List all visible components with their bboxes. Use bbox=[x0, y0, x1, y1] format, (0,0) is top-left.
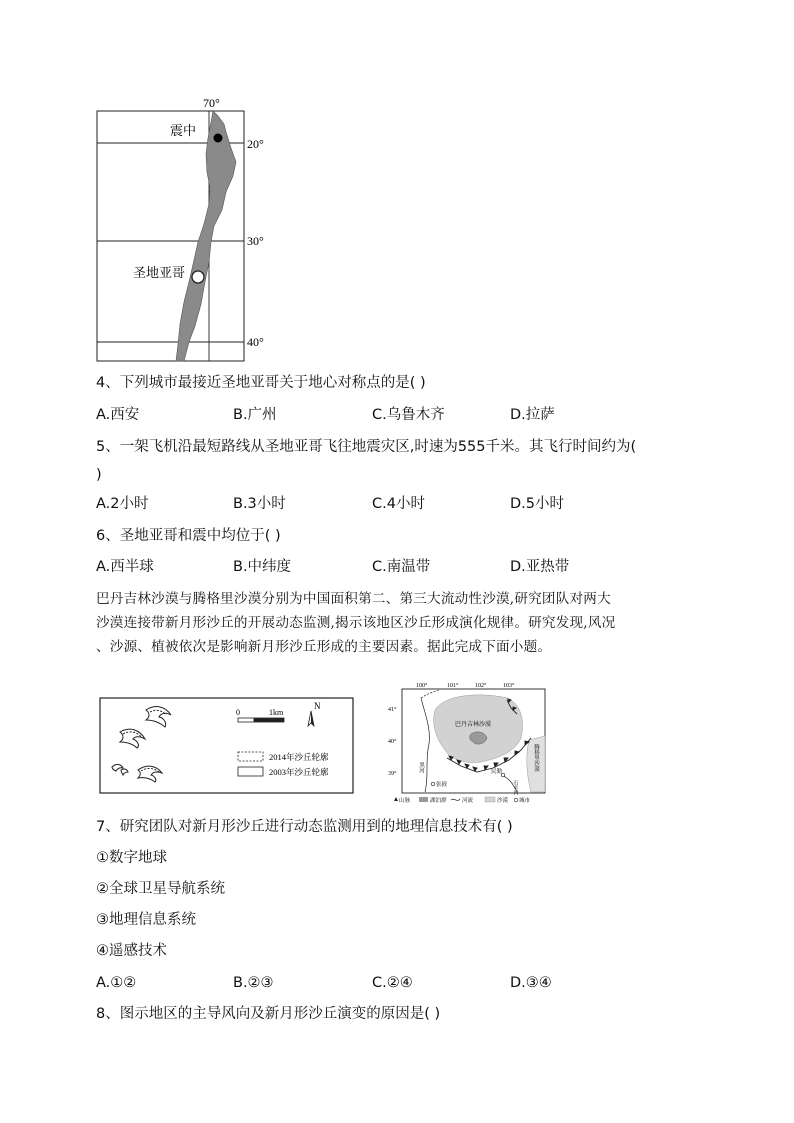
latitude-label-20: 20° bbox=[247, 137, 264, 151]
desert-region-map bbox=[385, 680, 555, 806]
question-8-stem: 8、图示地区的主导风向及新月形沙丘演变的原因是( ) bbox=[96, 1006, 441, 1022]
q7-option-a[interactable]: A.①② bbox=[96, 975, 137, 991]
epicenter-label: 震中 bbox=[170, 123, 197, 138]
q5-option-b[interactable]: B.3小时 bbox=[233, 496, 286, 512]
q7-item-3: ③地理信息系统 bbox=[96, 912, 196, 928]
reading-passage bbox=[96, 587, 706, 659]
q7-item-1: ①数字地球 bbox=[96, 850, 167, 866]
question-5-stem-line1: 5、一架飞机沿最短路线从圣地亚哥飞往地震灾区,时速为555千米。其飞行时间约为( bbox=[96, 439, 637, 455]
legend-river: 河流 bbox=[462, 798, 474, 804]
passage-line-3: 、沙源、植被依次是影响新月形沙丘形成的主要因素。据此完成下面小题。 bbox=[96, 639, 552, 655]
q4-option-c[interactable]: C.乌鲁木齐 bbox=[372, 407, 445, 423]
lon-102: 102° bbox=[475, 683, 487, 689]
river-label-heihe: 黑河 bbox=[418, 762, 424, 773]
passage-line-2: 沙漠连接带新月形沙丘的开展动态监测,揭示该地区沙丘形成演化规律。研究发现,风况 bbox=[96, 615, 616, 631]
city-label-santiago: 圣地亚哥 bbox=[133, 265, 186, 280]
q6-option-a[interactable]: A.西半球 bbox=[96, 559, 154, 575]
legend-2014: 2014年沙丘轮廓 bbox=[269, 752, 329, 762]
q7-item-4: ④遥感技术 bbox=[96, 943, 167, 959]
lon-101: 101° bbox=[447, 683, 459, 689]
lat-40: 40° bbox=[388, 739, 397, 745]
lon-100: 100° bbox=[416, 683, 428, 689]
q6-option-b[interactable]: B.中纬度 bbox=[233, 559, 292, 575]
legend-lakes: 湖泊群 bbox=[430, 798, 447, 804]
lat-39: 39° bbox=[388, 771, 397, 777]
latitude-label-40: 40° bbox=[247, 335, 264, 349]
q4-option-b[interactable]: B.广州 bbox=[233, 407, 277, 423]
desert-label-tengger: 腾格里沙漠 bbox=[533, 744, 539, 772]
lat-41: 41° bbox=[388, 707, 397, 713]
scale-zero: 0 bbox=[236, 708, 240, 717]
dune-monitoring-map bbox=[99, 697, 355, 795]
question-5-stem-line2: ) bbox=[96, 467, 102, 483]
legend-desert: 沙漠 bbox=[497, 798, 509, 804]
legend-mountain: 山脉 bbox=[399, 798, 411, 804]
q7-option-d[interactable]: D.③④ bbox=[510, 975, 552, 991]
question-4-stem: 4、下列城市最接近圣地亚哥关于地心对称点的是( ) bbox=[96, 375, 426, 391]
q5-option-a[interactable]: A.2小时 bbox=[96, 496, 149, 512]
question-6-stem: 6、圣地亚哥和震中均位于( ) bbox=[96, 528, 281, 544]
q5-option-d[interactable]: D.5小时 bbox=[510, 496, 564, 512]
q7-option-b[interactable]: B.②③ bbox=[233, 975, 274, 991]
q5-option-c[interactable]: C.4小时 bbox=[372, 496, 425, 512]
legend-2003: 2003年沙丘轮廓 bbox=[269, 767, 329, 777]
q6-option-d[interactable]: D.亚热带 bbox=[510, 559, 570, 575]
city-label-zhangye: 张掖 bbox=[436, 782, 448, 788]
map-legend bbox=[394, 796, 531, 804]
chile-map bbox=[90, 92, 280, 364]
q6-option-c[interactable]: C.南温带 bbox=[372, 559, 431, 575]
scale-unit: 1km bbox=[269, 708, 284, 717]
latitude-label-30: 30° bbox=[247, 234, 264, 248]
legend-city: 城市 bbox=[519, 798, 531, 804]
q4-option-a[interactable]: A.西安 bbox=[96, 407, 140, 423]
passage-line-1: 巴丹吉林沙漠与腾格里沙漠分别为中国面积第二、第三大流动性沙漠,研究团队对两大 bbox=[96, 591, 611, 607]
q4-option-d[interactable]: D.拉萨 bbox=[510, 407, 555, 423]
q7-item-2: ②全球卫星导航系统 bbox=[96, 881, 225, 897]
desert-label-badain-jaran: 巴丹吉林沙漠 bbox=[455, 722, 492, 728]
city-label-minqin: 民勤 bbox=[491, 769, 503, 775]
longitude-label: 70° bbox=[203, 96, 220, 110]
q7-option-c[interactable]: C.②④ bbox=[372, 975, 413, 991]
lon-103: 103° bbox=[503, 683, 515, 689]
river-label-shiyang: 石羊河 bbox=[512, 780, 518, 795]
question-7-stem: 7、研究团队对新月形沙丘进行动态监测用到的地理信息技术有( ) bbox=[96, 819, 513, 835]
north-label: N bbox=[314, 701, 321, 711]
